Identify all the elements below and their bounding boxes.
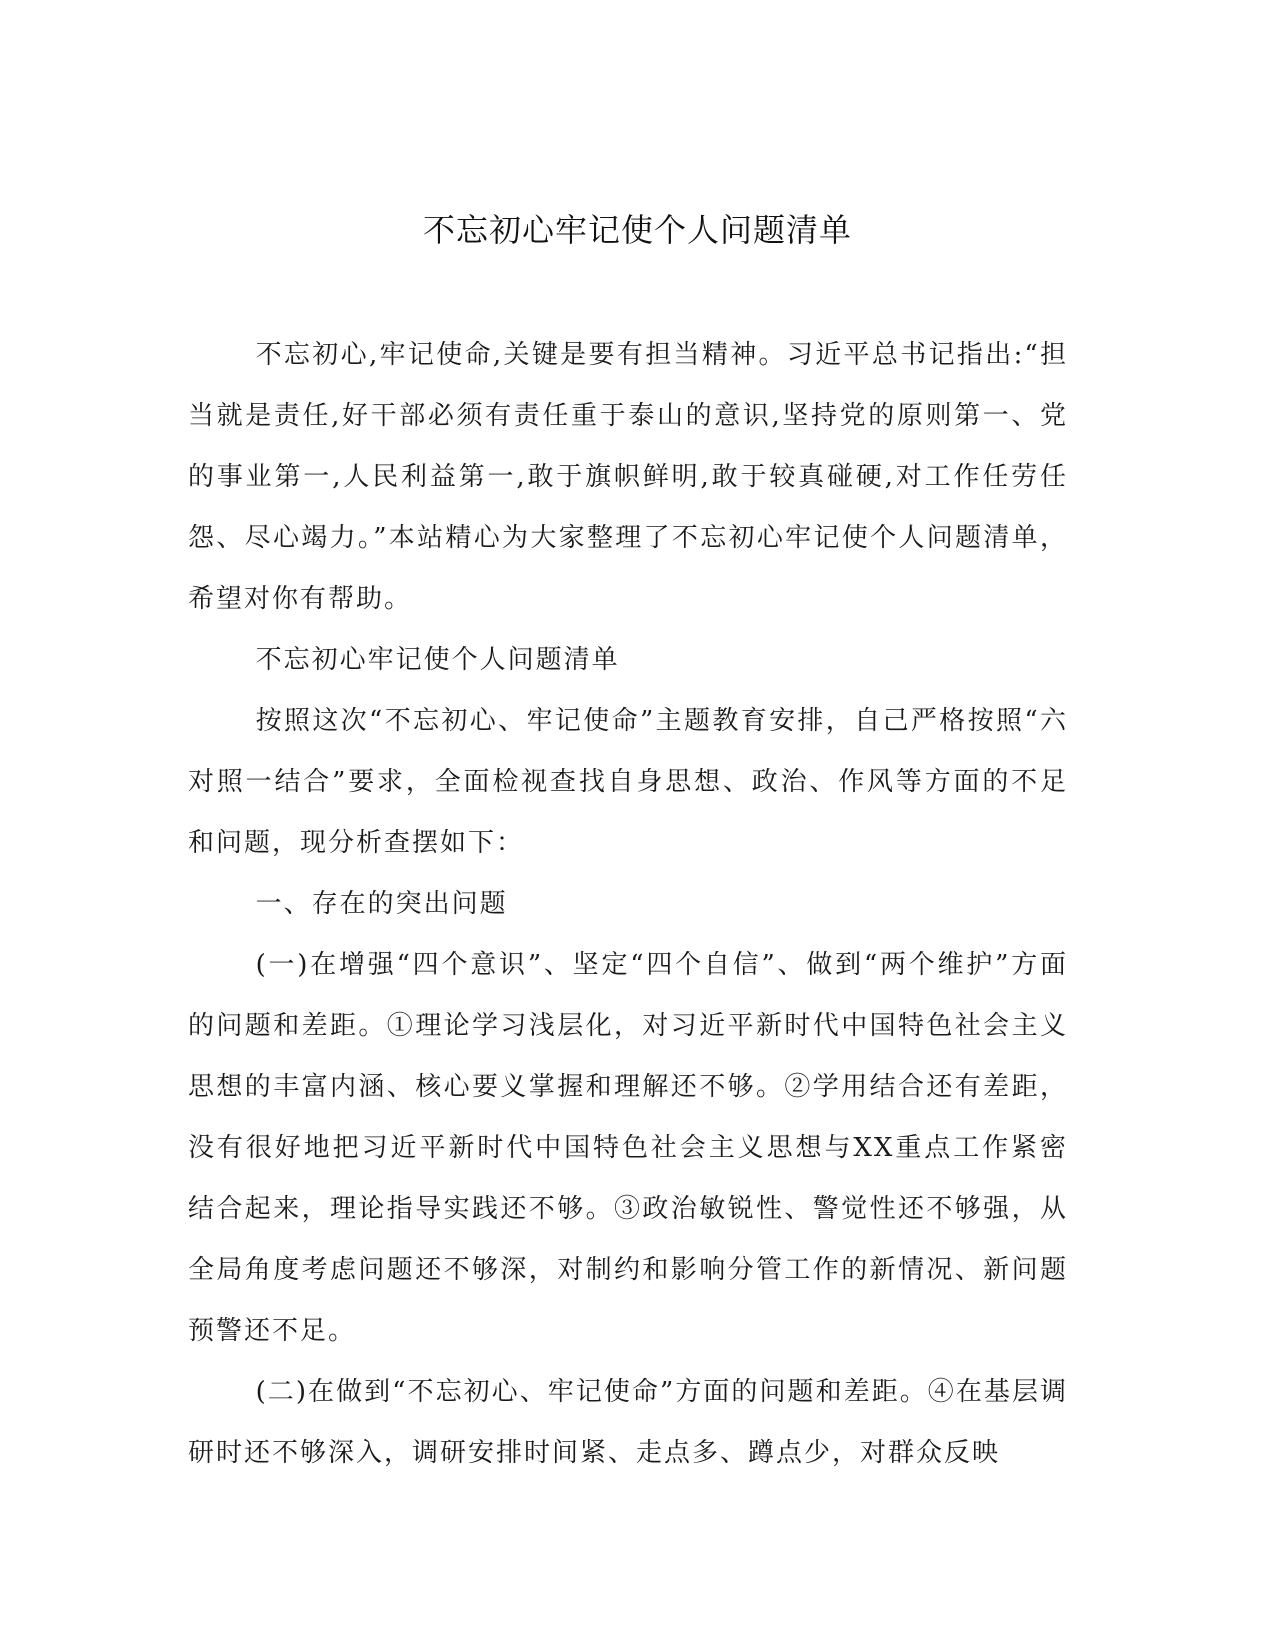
paragraph-preface: 按照这次“不忘初心、牢记使命”主题教育安排，自己严格按照“六对照一结合”要求，全面检视查找自身思想、政治、作风等方面的不足和问题，现分析查摆如下： xyxy=(188,706,1068,858)
paragraph-issue-1: (一)在增强“四个意识”、坚定“四个自信”、做到“两个维护”方面的问题和差距。①理论学习浅层化，对习近平新时代中国特色社会主义思想的丰富内涵、核心要义掌握和理解还不够。②学用结合还有差距，没有很好地把习近平新时代中国特色社会主义思想与XX重点工作紧密结合起来，理论指导实践还不够。③政治敏锐性、警觉性还不够强，从全局角度考虑问题还不够深，对制约和影响分管工作的新情况、新问题预警还不足。 xyxy=(188,950,1068,1346)
paragraph-issue-2: (二)在做到“不忘初心、牢记使命”方面的问题和差距。④在基层调研时还不够深入，调研安排时间紧、走点多、蹲点少，对群众反映 xyxy=(188,1377,1068,1468)
paragraph-intro: 不忘初心,牢记使命,关键是要有担当精神。习近平总书记指出:“担当就是责任,好干部必须有责任重于泰山的意识,坚持党的原则第一、党的事业第一,人民利益第一,敢于旗帜鲜明,敢于较真碰硬,对工作任劳任怨、尽心竭力。”本站精心为大家整理了不忘初心牢记使个人问题清单，希望对你有帮助。 xyxy=(188,340,1068,614)
document-title: 不忘初心牢记使个人问题清单 xyxy=(422,211,852,249)
section-heading: 一、存在的突出问题 xyxy=(255,889,508,919)
paragraph-subtitle: 不忘初心牢记使个人问题清单 xyxy=(255,645,620,675)
document-body xyxy=(188,325,1068,1484)
